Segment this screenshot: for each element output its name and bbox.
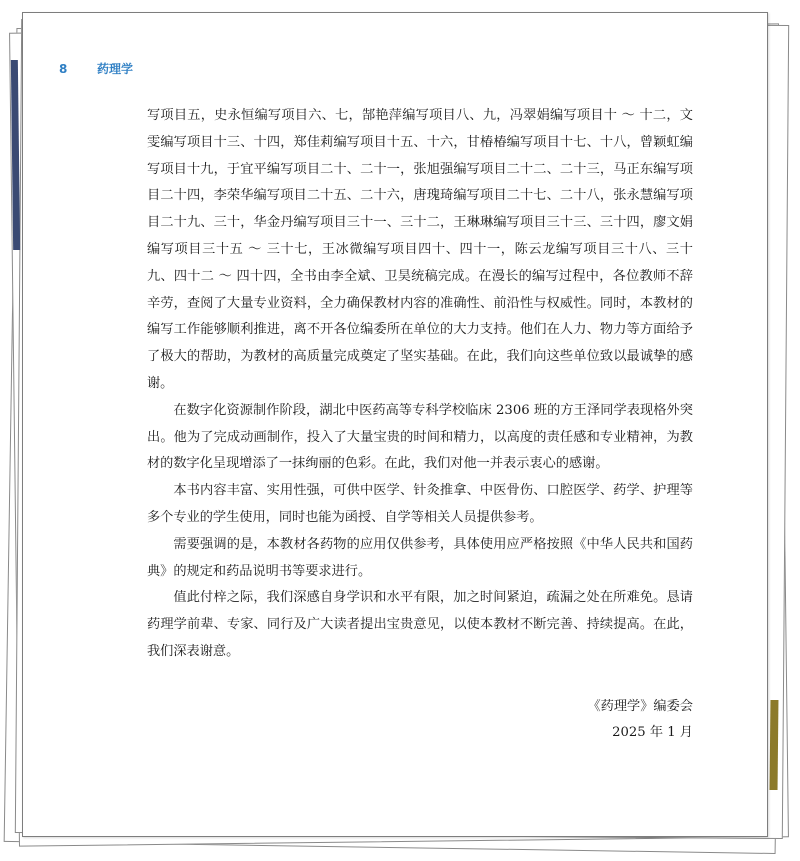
document-page: [22, 12, 768, 837]
cover-edge-gold: [770, 700, 779, 790]
editorial-committee: 《药理学》编委会: [587, 698, 693, 714]
paragraph-closing: 值此付梓之际，我们深感自身学识和水平有限，加之时间紧迫，疏漏之处在所难免。恳请药理学前辈、专家、同行及广大读者提出宝贵意见，以使本教材不断完善、持续提高。在此，我们深表谢意。: [147, 590, 693, 659]
paragraph-audience: 本书内容丰富、实用性强，可供中医学、针灸推拿、中医骨伤、口腔医学、药学、护理等多个专业的学生使用，同时也能为函授、自学等相关人员提供参考。: [147, 483, 693, 525]
paragraph-digital-resources: 在数字化资源制作阶段，湖北中医药高等专科学校临床 2306 班的方王泽同学表现格外突出。他为了完成动画制作，投入了大量宝贵的时间和精力，以高度的责任感和专业精神，为教材的数字化呈现增添了一抹绚丽的色彩。在此，我们对他一并表示衷心的感谢。: [147, 402, 693, 472]
paragraph-disclaimer: 需要强调的是，本教材各药物的应用仅供参考，具体使用应严格按照《中华人民共和国药典》的规定和药品说明书等要求进行。: [147, 536, 693, 579]
signature-block: [147, 694, 693, 746]
body-text: [147, 103, 693, 746]
running-header: [59, 60, 133, 77]
paragraph-editors: 写项目五，史永恒编写项目六、七，郜艳萍编写项目八、九，冯翠娟编写项目十 ～ 十二，文雯编写项目十三、十四，郑佳莉编写项目十五、十六，甘椿椿编写项目十七、十八，曾颖虹编写项目十九，于宜平编写项目二十、二十一，张旭强编写项目二十二、二十三，马正东编写项目二十四，李荣华编写项目二十五、二十六，唐瑰琦编写项目二十七、二十八，张永慧编写项目二十九、三十，华金丹编写项目三十一、三十二，王琳琳编写项目三十三、三十四，廖文娟编写项目三十五 ～ 三十七，王冰微编写项目四十、四十一，陈云龙编写项目三十八、三十九、四十二 ～ 四十四，全书由李全斌、卫昊统稿完成。在漫长的编写过程中，各位教师不辞辛劳，查阅了大量专业资料，全力确保教材内容的准确性、前沿性与权威性。同时，本教材的编写工作能够顺利推进，离不开各位编委所在单位的大力支持。他们在人力、物力等方面给予了极大的帮助，为教材的高质量完成奠定了坚实基础。在此，我们向这些单位致以最诚挚的感谢。: [147, 108, 693, 391]
signature-date: 2025 年 1 月: [612, 724, 693, 740]
book-title: 药理学: [97, 62, 134, 76]
page-number: 8: [59, 62, 68, 76]
